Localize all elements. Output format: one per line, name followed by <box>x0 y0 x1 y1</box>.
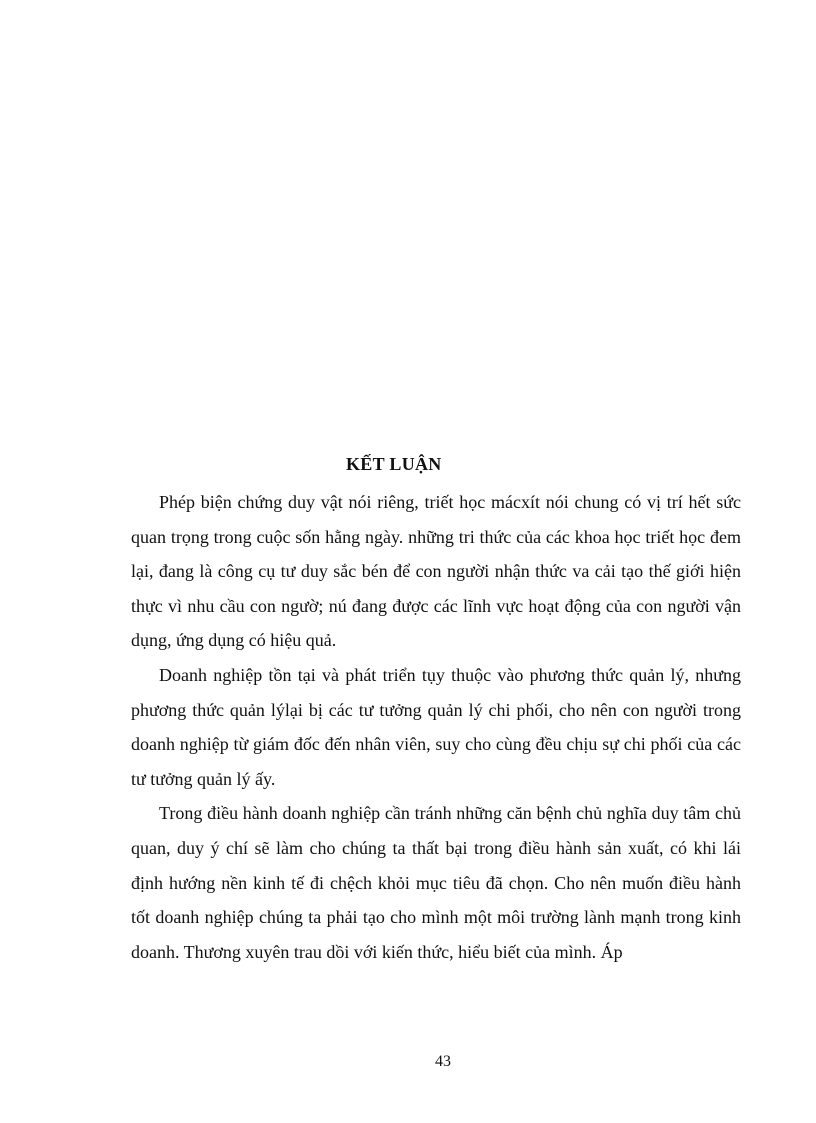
section-heading: KẾT LUẬN <box>346 454 442 474</box>
body-text <box>131 485 741 969</box>
paragraph-3: Trong điều hành doanh nghiệp cần tránh những căn bệnh chủ nghĩa duy tâm chủ quan, duy ý chí sẽ làm cho chúng ta thất bại trong điều hành sản xuất, có khi lái định hướng nền kinh tế đi chệch khỏi mục tiêu đã chọn. Cho nên muốn điều hành tốt doanh nghiệp chúng ta phải tạo cho mình một môi trường lành mạnh trong kinh doanh. Thương xuyên trau dồi với kiến thức, hiểu biết của mình. Áp <box>131 803 741 962</box>
paragraph-2: Doanh nghiệp tồn tại và phát triển tụy thuộc vào phương thức quản lý, nhưng phương thức quản lýlại bị các tư tưởng quản lý chi phối, cho nên con người trong doanh nghiệp từ giám đốc đến nhân viên, suy cho cùng đều chịu sự chi phối của các tư tưởng quản lý ấy. <box>131 664 741 789</box>
page-number: 43 <box>435 1053 451 1070</box>
paragraph-1: Phép biện chứng duy vật nói riêng, triết học mácxít nói chung có vị trí hết sức quan trọng trong cuộc sốn hằng ngày. những tri thức của các khoa học triết học đem lại, đang là công cụ tư duy sắc bén để con người nhận thức va cải tạo thế giới hiện thực vì nhu cầu con ngườ; nú đang được các lĩnh vực hoạt động của con người vận dụng, ứng dụng có hiệu quả. <box>131 492 741 651</box>
